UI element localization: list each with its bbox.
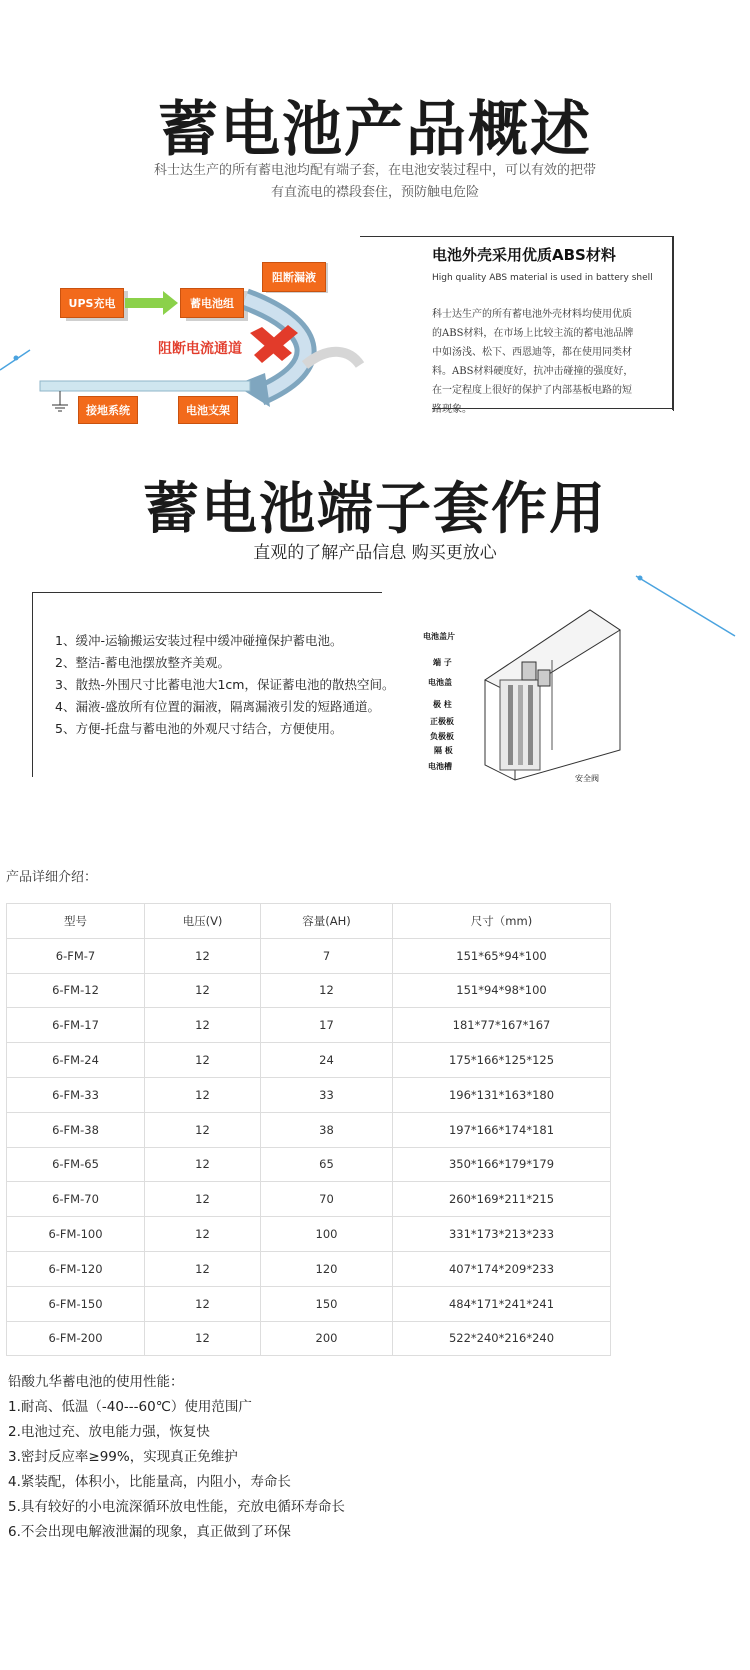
cell-model: 6-FM-12 (7, 973, 145, 1008)
function-panel-left-border (32, 592, 33, 777)
cell-model: 6-FM-100 (7, 1217, 145, 1252)
section1-title: 蓄电池产品概述 (158, 95, 592, 165)
function-item: 3、散热-外围尺寸比蓄电池大1cm，保证蓄电池的散热空间。 (55, 677, 395, 692)
decor-line-right (630, 570, 740, 640)
block-current-label: 阻断电流通道 (158, 341, 242, 357)
abs-line: 科士达生产的所有蓄电池外壳材料均使用优质 (432, 309, 632, 320)
abs-line: 的ABS材料，在市场上比较主流的蓄电池品牌 (432, 328, 634, 339)
structure-label: 正极板 (430, 717, 454, 726)
cell-model: 6-FM-38 (7, 1112, 145, 1147)
safety-valve-label: 安全阀 (575, 774, 599, 783)
col-size: 尺寸（mm) (393, 904, 611, 939)
structure-label: 隔 板 (434, 746, 453, 755)
cell-voltage: 12 (145, 973, 261, 1008)
col-voltage: 电压(V) (145, 904, 261, 939)
col-capacity: 容量(AH) (261, 904, 393, 939)
cell-model: 6-FM-7 (7, 938, 145, 973)
table-row (7, 1321, 611, 1356)
performance-item: 4.紧装配，体积小，比能量高，内阻小，寿命长 (8, 1474, 291, 1490)
structure-label: 负极板 (430, 732, 454, 741)
structure-label: 电池槽 (428, 762, 452, 771)
intro-line-1: 科士达生产的所有蓄电池均配有端子套，在电池安装过程中，可以有效的把带 (153, 163, 596, 178)
cell-voltage: 12 (145, 1182, 261, 1217)
cell-size: 407*174*209*233 (393, 1251, 611, 1286)
performance-item: 5.具有较好的小电流深循环放电性能，充放电循环寿命长 (8, 1499, 345, 1515)
cell-size: 196*131*163*180 (393, 1077, 611, 1112)
cell-size: 151*94*98*100 (393, 973, 611, 1008)
abs-panel-subtitle: High quality ABS material is used in battery shell (432, 273, 653, 283)
cell-capacity: 150 (261, 1286, 393, 1321)
cell-capacity: 24 (261, 1043, 393, 1078)
abs-panel-title: 电池外壳采用优质ABS材料 (432, 246, 616, 264)
table-row (7, 1077, 611, 1112)
product-spec-table (6, 903, 611, 1356)
cell-size: 260*169*211*215 (393, 1182, 611, 1217)
table-row (7, 973, 611, 1008)
cell-capacity: 70 (261, 1182, 393, 1217)
rack-box: 电池支架 (178, 396, 238, 424)
cell-capacity: 100 (261, 1217, 393, 1252)
col-model: 型号 (7, 904, 145, 939)
cell-voltage: 12 (145, 1321, 261, 1356)
table-row (7, 938, 611, 973)
performance-item: 2.电池过充、放电能力强，恢复快 (8, 1424, 210, 1440)
cell-voltage: 12 (145, 1112, 261, 1147)
cell-model: 6-FM-24 (7, 1043, 145, 1078)
abs-panel-right-border (672, 236, 673, 410)
table-row (7, 1286, 611, 1321)
cell-voltage: 12 (145, 1008, 261, 1043)
cell-capacity: 7 (261, 938, 393, 973)
cell-voltage: 12 (145, 1043, 261, 1078)
cell-size: 331*173*213*233 (393, 1217, 611, 1252)
table-row (7, 1008, 611, 1043)
intro-line-2: 有直流电的襟段套住，预防触电危险 (270, 185, 479, 200)
abs-line: 路现象。 (432, 404, 472, 415)
product-heading: 产品详细介绍： (6, 870, 98, 885)
cell-model: 6-FM-200 (7, 1321, 145, 1356)
function-list (55, 630, 394, 740)
cell-capacity: 65 (261, 1147, 393, 1182)
cell-voltage: 12 (145, 1251, 261, 1286)
table-row (7, 1043, 611, 1078)
cell-model: 6-FM-33 (7, 1077, 145, 1112)
function-panel-top-border (32, 592, 382, 593)
cell-model: 6-FM-120 (7, 1251, 145, 1286)
cell-size: 181*77*167*167 (393, 1008, 611, 1043)
cell-capacity: 38 (261, 1112, 393, 1147)
abs-line: 料。ABS材料硬度好，抗冲击碰撞的强度好， (432, 366, 634, 377)
cell-model: 6-FM-65 (7, 1147, 145, 1182)
cell-voltage: 12 (145, 938, 261, 973)
performance-item: 3.密封反应率≥99%，实现真正免维护 (8, 1449, 238, 1465)
structure-label: 电池盖 (428, 678, 452, 687)
battery-group-box: 蓄电池组 (180, 288, 244, 318)
function-item: 2、整洁-蓄电池摆放整齐美观。 (55, 655, 230, 670)
ups-box: UPS充电 (60, 288, 124, 318)
cell-voltage: 12 (145, 1077, 261, 1112)
cell-voltage: 12 (145, 1217, 261, 1252)
function-item: 1、缓冲-运输搬运安装过程中缓冲碰撞保护蓄电池。 (55, 633, 343, 648)
performance-item: 1.耐高、低温（-40---60℃）使用范围广 (8, 1399, 252, 1415)
cell-capacity: 12 (261, 973, 393, 1008)
cell-size: 484*171*241*241 (393, 1286, 611, 1321)
block-x-icon (250, 325, 298, 363)
cell-voltage: 12 (145, 1147, 261, 1182)
table-header-row (7, 904, 611, 939)
abs-line: 在一定程度上很好的保护了内部基板电路的短 (432, 385, 632, 396)
performance-list (8, 1370, 708, 1545)
cell-size: 151*65*94*100 (393, 938, 611, 973)
table-row (7, 1251, 611, 1286)
cell-size: 350*166*179*179 (393, 1147, 611, 1182)
performance-heading: 铅酸九华蓄电池的使用性能： (8, 1374, 184, 1390)
abs-line: 中如汤浅、松下、西恩迪等，都在使用同类材 (432, 347, 632, 358)
table-row (7, 1217, 611, 1252)
cell-size: 522*240*216*240 (393, 1321, 611, 1356)
block-leak-box: 阻断漏液 (262, 262, 326, 292)
structure-label: 端 子 (433, 658, 452, 667)
battery-structure-drawing (470, 600, 630, 790)
cell-size: 197*166*174*181 (393, 1112, 611, 1147)
structure-label: 极 柱 (433, 700, 452, 709)
structure-label: 电池盖片 (423, 632, 455, 641)
cell-capacity: 17 (261, 1008, 393, 1043)
function-item: 4、漏液-盛放所有位置的漏液，隔离漏液引发的短路通道。 (55, 699, 380, 714)
section2-subtitle: 直观的了解产品信息 购买更放心 (253, 543, 497, 563)
cell-model: 6-FM-70 (7, 1182, 145, 1217)
cell-voltage: 12 (145, 1286, 261, 1321)
cell-size: 175*166*125*125 (393, 1043, 611, 1078)
performance-item: 6.不会出现电解液泄漏的现象，真正做到了环保 (8, 1524, 291, 1540)
ground-box: 接地系统 (78, 396, 138, 424)
table-row (7, 1112, 611, 1147)
function-item: 5、方便-托盘与蓄电池的外观尺寸结合，方便使用。 (55, 721, 343, 736)
table-row (7, 1182, 611, 1217)
section2-title: 蓄电池端子套作用 (143, 477, 607, 542)
table-row (7, 1147, 611, 1182)
cell-capacity: 33 (261, 1077, 393, 1112)
cell-model: 6-FM-17 (7, 1008, 145, 1043)
abs-panel-body (432, 305, 633, 419)
section1-intro (110, 160, 640, 204)
cell-model: 6-FM-150 (7, 1286, 145, 1321)
cell-capacity: 120 (261, 1251, 393, 1286)
cell-capacity: 200 (261, 1321, 393, 1356)
